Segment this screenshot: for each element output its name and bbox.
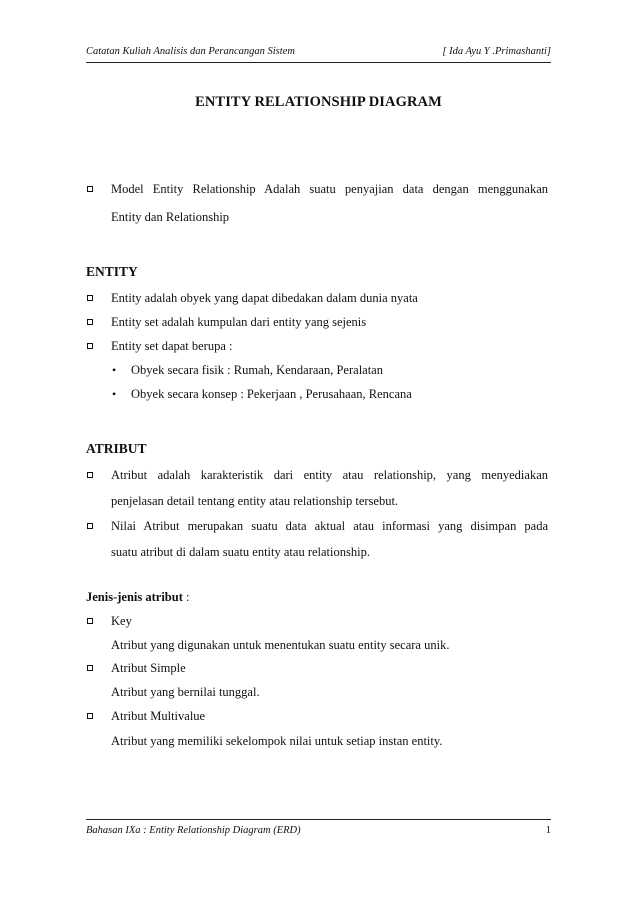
- atribut-item-2-line-1: Nilai Atribut merupakan suatu data aktual atau informasi yang disimpan pada: [111, 519, 548, 533]
- section-heading-entity: ENTITY: [86, 264, 138, 279]
- entity-subitem-2: Obyek secara konsep : Pekerjaan , Perusahaan, Rencana: [131, 387, 412, 401]
- square-bullet-icon: [87, 713, 93, 719]
- square-bullet-icon: [87, 523, 93, 529]
- section-heading-atribut: ATRIBUT: [86, 441, 147, 456]
- jenis-item-name: Key: [111, 614, 132, 628]
- header-rule: [86, 62, 551, 63]
- dot-bullet-icon: •: [112, 363, 117, 377]
- entity-item-3: Entity set dapat berupa :: [111, 339, 233, 353]
- square-bullet-icon: [87, 186, 93, 192]
- page-number: 1: [545, 825, 551, 836]
- square-bullet-icon: [87, 472, 93, 478]
- intro-line-1: Model Entity Relationship Adalah suatu penyajian data dengan menggunakan: [111, 182, 548, 196]
- jenis-item-name: Atribut Simple: [111, 661, 186, 675]
- jenis-item-name: Atribut Multivalue: [111, 709, 206, 723]
- entity-item-1: Entity adalah obyek yang dapat dibedakan dalam dunia nyata: [111, 291, 418, 305]
- atribut-item-2-line-2: suatu atribut di dalam suatu entity atau relationship.: [111, 545, 370, 559]
- page-title: ENTITY RELATIONSHIP DIAGRAM: [195, 94, 442, 110]
- jenis-item-desc: Atribut yang digunakan untuk menentukan suatu entity secara unik.: [111, 638, 450, 652]
- jenis-item-desc: Atribut yang bernilai tunggal.: [111, 685, 260, 699]
- entity-item-2: Entity set adalah kumpulan dari entity yang sejenis: [111, 315, 367, 329]
- square-bullet-icon: [87, 665, 93, 671]
- jenis-heading-suffix: :: [182, 590, 190, 604]
- footer-rule: [86, 819, 551, 820]
- square-bullet-icon: [87, 319, 93, 325]
- jenis-item-desc: Atribut yang memiliki sekelompok nilai untuk setiap instan entity.: [111, 734, 443, 748]
- header-course-title: Catatan Kuliah Analisis dan Perancangan Sistem: [86, 46, 295, 57]
- footer-topic: Bahasan IXa : Entity Relationship Diagram (ERD): [86, 825, 301, 836]
- square-bullet-icon: [87, 343, 93, 349]
- dot-bullet-icon: •: [112, 387, 117, 401]
- entity-subitem-1: Obyek secara fisik : Rumah, Kendaraan, Peralatan: [131, 363, 383, 377]
- intro-line-2: Entity dan Relationship: [111, 210, 230, 224]
- jenis-heading: [86, 589, 189, 605]
- header-author: [ Ida Ayu Y .Primashanti]: [442, 46, 551, 57]
- square-bullet-icon: [87, 295, 93, 301]
- atribut-item-1-line-2: penjelasan detail tentang entity atau relationship tersebut.: [111, 494, 399, 508]
- page-header: [86, 45, 551, 61]
- jenis-heading-label: Jenis-jenis atribut: [86, 590, 183, 604]
- square-bullet-icon: [87, 618, 93, 624]
- atribut-item-1-line-1: Atribut adalah karakteristik dari entity atau relationship, yang menyediakan: [111, 468, 548, 482]
